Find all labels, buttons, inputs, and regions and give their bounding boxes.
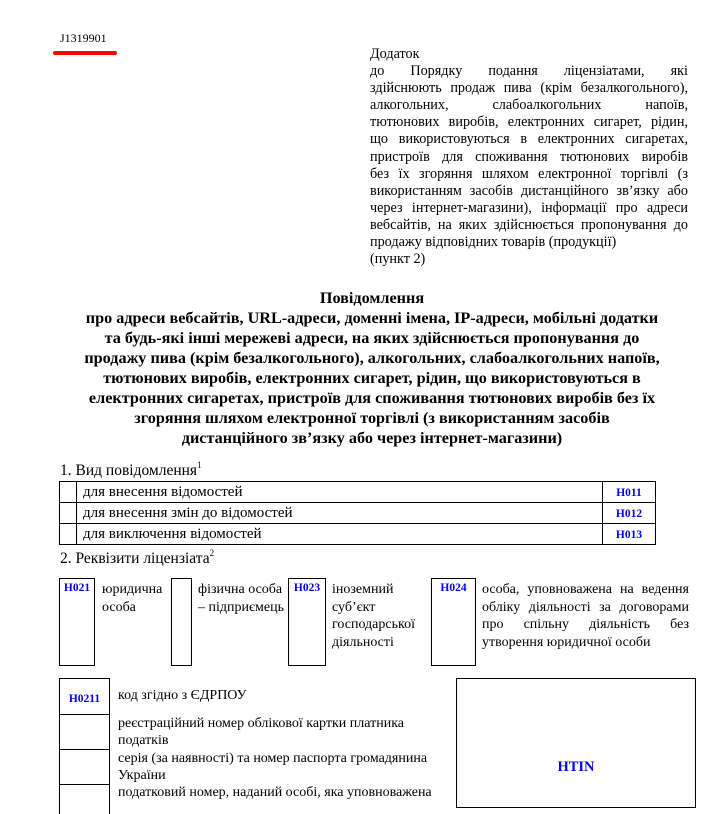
grid-row [59, 678, 450, 714]
grid-row [59, 714, 450, 749]
option-label: юридична особа [102, 582, 163, 615]
title-line: продажу пива (крім безалкогольного), алкогольних, слабоалкогольних напоїв, [84, 349, 660, 367]
checkbox-cell[interactable] [60, 524, 77, 545]
table-row [60, 482, 656, 503]
appendix-line: тютюнових виробів, електронних сигарет, рідин, [370, 114, 688, 131]
option-box-foreign-entity[interactable] [288, 578, 326, 666]
appendix-line: алкогольних, слабоалкогольних напоїв, [370, 97, 688, 114]
footnote-ref: 1 [197, 460, 202, 470]
appendix-line: пристроїв для споживання тютюнових виробів [370, 148, 688, 165]
row-label: реєстраційний номер облікової картки платника податків [118, 716, 405, 748]
checkbox-cell[interactable] [60, 482, 77, 503]
document-title [56, 288, 688, 448]
title-line: дистанційного зв’язку або через інтернет-магазини) [181, 429, 563, 447]
checkbox-cell[interactable] [59, 784, 110, 814]
title-line: тютюнових виробів, електронних сигарет, рідин, що використовуються в [103, 369, 641, 387]
appendix-note [370, 46, 688, 268]
field-code: H021 [63, 582, 91, 594]
appendix-label: Додаток [370, 46, 420, 62]
option-label: особа, уповноважена на ведення обліку діяльності за договорами про спільну діяльність без утворення юридичної особи [482, 582, 689, 650]
appendix-line: що використовуються в електронних сигаретах, [370, 131, 688, 148]
title-line: про адреси вебсайтів, URL-адреси, доменні імена, IP-адреси, мобільні додатки [85, 309, 659, 327]
row-label: для внесення відомостей [77, 482, 603, 503]
row-label: для виключення відомостей [77, 524, 603, 545]
tin-field[interactable] [456, 678, 696, 808]
section2-heading: 2. Реквізити ліцензіата$^2$ [60, 548, 215, 567]
appendix-line: використанням засобів дистанційного зв’язку або [370, 182, 688, 199]
option-box-authorized-person[interactable] [431, 578, 476, 666]
option-box-individual-entrepreneur[interactable] [171, 578, 192, 666]
appendix-line: вебсайтів, на яких здійснюється пропонування до [370, 216, 688, 233]
field-code: H011 [616, 486, 642, 499]
row-label: для внесення змін до відомостей [77, 503, 603, 524]
document-code: J1319901 [60, 31, 107, 45]
grid-row [59, 749, 450, 784]
checkbox-cell[interactable] [59, 678, 110, 714]
title-line: та будь-які інші мережеві адреси, на яких здійснюється пропонування до [104, 329, 640, 347]
field-code: H012 [615, 507, 643, 520]
footnote-ref: 2 [209, 548, 215, 558]
notification-kind-table [59, 481, 656, 545]
row-label: серія (за наявності) та номер паспорта громадянина України [118, 751, 428, 783]
appendix-line: (пункт 2) [370, 251, 426, 268]
title-line: електронних сигаретах, пристроїв для споживання тютюнових виробів без їх [88, 389, 656, 407]
field-code: HTIN [557, 759, 595, 775]
appendix-line: до Порядку подання ліцензіатами, які [370, 63, 688, 80]
red-underline-mark [53, 51, 117, 55]
appendix-line: здійснюють продаж пива (крім безалкогольного), [370, 80, 688, 97]
title-heading: Повідомлення [319, 289, 425, 307]
grid-row [59, 784, 450, 814]
checkbox-cell[interactable] [60, 503, 77, 524]
appendix-line: без їх згоряння шляхом електронної торгівлі (з [370, 165, 688, 182]
row-label: податковий номер, наданий особі, яка уповноважена [118, 785, 432, 800]
option-label: фізична особа – підприємець [198, 582, 284, 615]
field-code: H023 [293, 582, 321, 594]
field-code: H024 [440, 582, 467, 594]
identification-grid [59, 678, 450, 814]
option-label: іноземний суб’єкт господарської діяльності [332, 582, 415, 650]
table-row [60, 524, 656, 545]
section1-heading: 1. Вид повідомлення$^1$ [60, 460, 202, 479]
field-code: H0211 [68, 693, 101, 705]
table-row [60, 503, 656, 524]
row-label: код згідно з ЄДРПОУ [118, 688, 247, 703]
appendix-line: через інтернет-магазини), інформації про адреси [370, 199, 688, 216]
appendix-line: продажу відповідних товарів (продукції) [370, 234, 617, 251]
field-code: H013 [615, 528, 643, 541]
checkbox-cell[interactable] [59, 749, 110, 784]
checkbox-cell[interactable] [59, 714, 110, 749]
title-line: згоряння шляхом електронної торгівлі (з використанням засобів [134, 409, 610, 427]
option-box-legal-entity[interactable] [59, 578, 95, 666]
